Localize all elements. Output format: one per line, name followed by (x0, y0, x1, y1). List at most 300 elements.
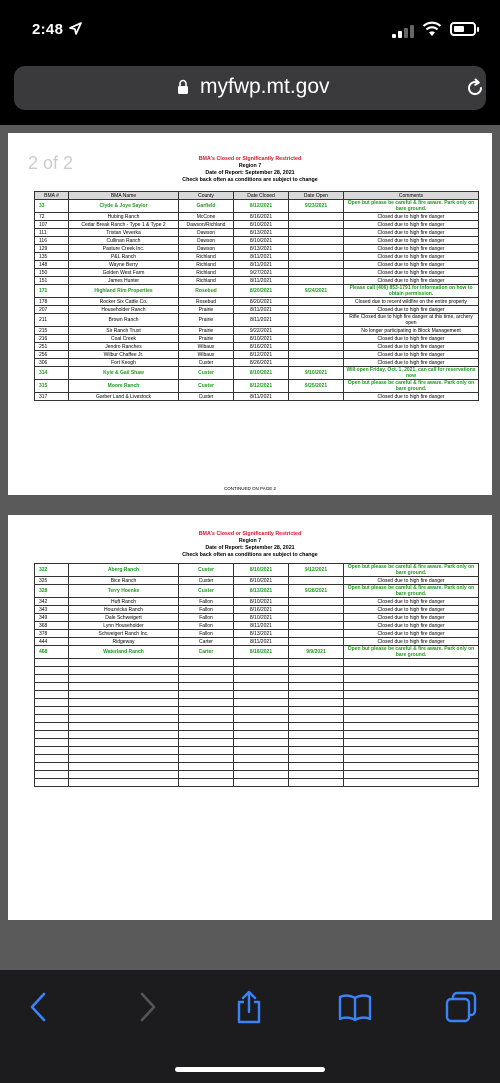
county-cell: Prairie (179, 314, 234, 327)
bma-name-cell: Householder Ranch (69, 306, 179, 314)
table-row (35, 245, 479, 253)
empty-cell (289, 747, 344, 755)
bma-name-cell: Rocker Six Cattle Co. (69, 298, 179, 306)
bookmarks-icon[interactable] (338, 990, 372, 1024)
bma-number-cell: 171 (35, 285, 69, 298)
empty-table-row (35, 763, 479, 771)
col-county: County (179, 192, 234, 200)
comment-cell: Rifle Closed due to high fire danger at this time, archery open (344, 314, 479, 327)
bma-number-cell: 378 (35, 630, 69, 638)
empty-cell (69, 739, 179, 747)
empty-cell (234, 779, 289, 787)
report-date: Date of Report: September 28, 2021 (205, 545, 295, 551)
comment-cell: Closed due to high fire danger (344, 269, 479, 277)
bma-number-cell: 215 (35, 327, 69, 335)
empty-table-row (35, 731, 479, 739)
bma-name-cell: Pasture Creek Inc. (69, 245, 179, 253)
bma-number-cell: 322 (35, 564, 69, 577)
comment-cell: Closed due to high fire danger (344, 245, 479, 253)
comment-cell: Will open Friday, Oct. 1, 2021, can call for reservations now (344, 367, 479, 380)
empty-cell (344, 747, 479, 755)
empty-cell (344, 699, 479, 707)
empty-cell (179, 667, 234, 675)
empty-cell (289, 779, 344, 787)
empty-cell (289, 707, 344, 715)
empty-cell (35, 691, 69, 699)
empty-cell (234, 755, 289, 763)
empty-cell (35, 755, 69, 763)
date-closed-cell: 8/16/2021 (234, 606, 289, 614)
empty-cell (234, 747, 289, 755)
date-open-cell: 9/25/2021 (289, 380, 344, 393)
bma-name-cell: Fort Keogh (69, 359, 179, 367)
bma-table-page-2 (34, 563, 479, 787)
date-closed-cell: 8/20/2021 (234, 285, 289, 298)
table-row (35, 614, 479, 622)
empty-table-row (35, 683, 479, 691)
empty-cell (69, 723, 179, 731)
empty-table-row (35, 723, 479, 731)
comment-cell: Closed due to high fire danger (344, 221, 479, 229)
empty-cell (179, 683, 234, 691)
empty-cell (289, 763, 344, 771)
bma-name-cell: Wayne Berry (69, 261, 179, 269)
date-open-cell (289, 253, 344, 261)
county-cell: Fallon (179, 630, 234, 638)
report-header (8, 156, 492, 184)
bma-name-cell: Bice Ranch (69, 577, 179, 585)
table-row (35, 598, 479, 606)
clock-text: 2:48 (32, 21, 64, 38)
county-cell: Custer (179, 380, 234, 393)
table-row (35, 306, 479, 314)
date-open-cell (289, 630, 344, 638)
empty-table-row (35, 659, 479, 667)
empty-cell (344, 763, 479, 771)
date-open-cell (289, 343, 344, 351)
county-cell: Rosebud (179, 298, 234, 306)
bma-number-cell: 129 (35, 245, 69, 253)
table-row (35, 646, 479, 659)
empty-cell (35, 779, 69, 787)
bma-number-cell: 150 (35, 269, 69, 277)
table-row (35, 351, 479, 359)
comment-cell: Closed due to high fire danger (344, 614, 479, 622)
report-title: BMA's Closed or Significantly Restricted (198, 531, 302, 537)
empty-cell (344, 691, 479, 699)
empty-cell (289, 723, 344, 731)
report-title: BMA's Closed or Significantly Restricted (198, 156, 302, 162)
bma-name-cell: Terry Hoenke (69, 585, 179, 598)
empty-cell (179, 723, 234, 731)
county-cell: Richland (179, 261, 234, 269)
table-row (35, 314, 479, 327)
bma-number-cell: 317 (35, 393, 69, 401)
table-row (35, 327, 479, 335)
empty-cell (35, 747, 69, 755)
table-row (35, 585, 479, 598)
reload-icon[interactable] (464, 77, 486, 99)
date-open-cell: 9/23/2021 (289, 200, 344, 213)
empty-cell (35, 731, 69, 739)
report-region: Region 7 (238, 163, 262, 169)
county-cell: Fallon (179, 614, 234, 622)
empty-cell (179, 779, 234, 787)
date-open-cell (289, 351, 344, 359)
county-cell: Richland (179, 253, 234, 261)
comment-cell: Closed due to high fire danger (344, 237, 479, 245)
county-cell: Rosebud (179, 285, 234, 298)
empty-cell (35, 723, 69, 731)
empty-cell (289, 683, 344, 691)
bma-number-cell: 256 (35, 351, 69, 359)
comment-cell: Closed due to high fire danger (344, 253, 479, 261)
date-open-cell (289, 327, 344, 335)
empty-cell (35, 739, 69, 747)
bma-number-cell: 349 (35, 614, 69, 622)
comment-cell: Closed due to high fire danger (344, 359, 479, 367)
comment-cell: Open but please be careful & fire aware. Park only on bare ground. (344, 646, 479, 659)
empty-cell (179, 747, 234, 755)
comment-cell: Closed due to high fire danger (344, 606, 479, 614)
empty-cell (344, 731, 479, 739)
empty-cell (69, 715, 179, 723)
county-cell: Custer (179, 585, 234, 598)
comment-cell: Open but please be careful & fire aware. Park only on bare ground. (344, 380, 479, 393)
table-row (35, 269, 479, 277)
bma-name-cell: Highland Rim Properties (69, 285, 179, 298)
bma-name-cell: Schweigert Ranch Inc. (69, 630, 179, 638)
comment-cell: Closed due to high fire danger (344, 335, 479, 343)
empty-cell (69, 771, 179, 779)
empty-table-row (35, 747, 479, 755)
bma-number-cell: 342 (35, 598, 69, 606)
bma-number-cell: 343 (35, 606, 69, 614)
bma-number-cell: 368 (35, 622, 69, 630)
county-cell: Prairie (179, 335, 234, 343)
empty-cell (289, 675, 344, 683)
table-row (35, 200, 479, 213)
table-row (35, 380, 479, 393)
county-cell: Dawson/Richland (179, 221, 234, 229)
empty-cell (234, 723, 289, 731)
bma-number-cell: 251 (35, 343, 69, 351)
date-open-cell (289, 577, 344, 585)
table-row (35, 393, 479, 401)
empty-cell (35, 699, 69, 707)
bma-number-cell: 111 (35, 229, 69, 237)
empty-cell (179, 675, 234, 683)
bma-table (34, 191, 479, 401)
status-bar (0, 0, 500, 62)
bma-name-cell: Lynn Householder (69, 622, 179, 630)
comment-cell: Open but please be careful & fire aware. Park only on bare ground. (344, 200, 479, 213)
bma-number-cell: 135 (35, 253, 69, 261)
date-open-cell (289, 638, 344, 646)
empty-cell (35, 771, 69, 779)
empty-cell (344, 771, 479, 779)
empty-cell (35, 659, 69, 667)
empty-cell (344, 683, 479, 691)
battery-icon (450, 22, 476, 36)
bma-name-cell: Ridgeway (69, 638, 179, 646)
empty-cell (234, 739, 289, 747)
empty-cell (234, 659, 289, 667)
bma-name-cell: Cedar Break Ranch - Type 1 & Type 2 (69, 221, 179, 229)
county-cell: Custer (179, 577, 234, 585)
empty-cell (289, 771, 344, 779)
bma-number-cell: 107 (35, 221, 69, 229)
empty-cell (344, 755, 479, 763)
county-cell: Richland (179, 277, 234, 285)
bma-number-cell: 315 (35, 380, 69, 393)
comment-cell: Closed due to recent wildfire on the entire property (344, 298, 479, 306)
table-row (35, 577, 479, 585)
empty-cell (179, 771, 234, 779)
comment-cell: Closed due to high fire danger (344, 213, 479, 221)
address-bar[interactable] (14, 66, 486, 110)
comment-cell: Open but please be careful & fire aware. Park only on bare ground. (344, 564, 479, 577)
comment-cell: Closed due to high fire danger (344, 343, 479, 351)
empty-cell (234, 763, 289, 771)
empty-cell (69, 731, 179, 739)
county-cell: Prairie (179, 306, 234, 314)
cellular-signal-icon (392, 24, 414, 38)
date-closed-cell: 8/13/2021 (234, 245, 289, 253)
county-cell: Custer (179, 564, 234, 577)
home-indicator (175, 1067, 325, 1072)
date-closed-cell: 8/11/2021 (234, 253, 289, 261)
date-closed-cell: 8/12/2021 (234, 351, 289, 359)
comment-cell: Closed due to high fire danger (344, 577, 479, 585)
table-row (35, 221, 479, 229)
empty-cell (289, 659, 344, 667)
empty-cell (179, 763, 234, 771)
pdf-viewer[interactable] (0, 125, 500, 970)
url-text[interactable]: myfwp.mt.gov (200, 75, 330, 98)
county-cell: Custer (179, 359, 234, 367)
empty-cell (69, 763, 179, 771)
date-closed-cell: 8/11/2021 (234, 314, 289, 327)
empty-cell (289, 715, 344, 723)
bma-number-cell: 314 (35, 367, 69, 380)
comment-cell: Closed due to high fire danger (344, 598, 479, 606)
date-open-cell: 9/28/2021 (289, 585, 344, 598)
date-open-cell: 9/10/2021 (289, 367, 344, 380)
pdf-page-2 (8, 515, 492, 920)
date-open-cell (289, 269, 344, 277)
date-open-cell (289, 314, 344, 327)
county-cell: Wibaux (179, 351, 234, 359)
table-row (35, 606, 479, 614)
date-closed-cell: 8/10/2021 (234, 564, 289, 577)
date-closed-cell: 8/11/2021 (234, 306, 289, 314)
empty-table-row (35, 699, 479, 707)
bma-name-cell: Clyde & Joye Saylor (69, 200, 179, 213)
empty-cell (344, 779, 479, 787)
date-open-cell (289, 277, 344, 285)
comment-cell: Closed due to high fire danger (344, 229, 479, 237)
date-open-cell (289, 335, 344, 343)
county-cell: Dawson (179, 245, 234, 253)
table-row (35, 638, 479, 646)
county-cell: McCone (179, 213, 234, 221)
comment-cell: Open but please be careful & fire aware. Park only on bare ground. (344, 585, 479, 598)
table-row (35, 237, 479, 245)
forward-chevron-icon[interactable] (130, 990, 164, 1024)
bma-number-cell: 444 (35, 638, 69, 646)
bma-name-cell: Jendro Ranches (69, 343, 179, 351)
table-header-row (35, 192, 479, 200)
table-row (35, 253, 479, 261)
bma-number-cell: 116 (35, 237, 69, 245)
date-open-cell (289, 393, 344, 401)
comment-cell: Closed due to high fire danger (344, 261, 479, 269)
table-row (35, 367, 479, 380)
bma-number-cell: 178 (35, 298, 69, 306)
col-bma-number: BMA # (35, 192, 69, 200)
date-closed-cell: 8/26/2021 (234, 359, 289, 367)
empty-cell (344, 723, 479, 731)
bma-number-cell: 72 (35, 213, 69, 221)
county-cell: Carter (179, 638, 234, 646)
bma-name-cell: Waterland Ranch (69, 646, 179, 659)
bma-name-cell: Moore Ranch (69, 380, 179, 393)
share-icon[interactable] (232, 990, 266, 1024)
tabs-icon[interactable] (444, 990, 478, 1024)
bma-name-cell: Huft Ranch (69, 598, 179, 606)
clock (32, 18, 82, 40)
empty-cell (69, 755, 179, 763)
date-closed-cell: 8/10/2021 (234, 367, 289, 380)
empty-cell (234, 683, 289, 691)
date-open-cell: 9/12/2021 (289, 564, 344, 577)
empty-cell (234, 715, 289, 723)
date-closed-cell: 8/10/2021 (234, 577, 289, 585)
bma-name-cell: Houzvicka Ranch (69, 606, 179, 614)
empty-cell (344, 707, 479, 715)
date-closed-cell: 8/11/2021 (234, 393, 289, 401)
county-cell: Carter (179, 646, 234, 659)
table-row (35, 261, 479, 269)
col-bma-name: BMA Name (69, 192, 179, 200)
empty-table-row (35, 707, 479, 715)
comment-cell: Closed due to high fire danger (344, 630, 479, 638)
bma-name-cell: Brown Ranch (69, 314, 179, 327)
back-chevron-icon[interactable] (22, 990, 56, 1024)
empty-cell (289, 755, 344, 763)
report-note: Check back often as conditions are subject to change (182, 177, 318, 183)
table-row (35, 277, 479, 285)
date-open-cell (289, 213, 344, 221)
county-cell: Richland (179, 269, 234, 277)
date-open-cell (289, 306, 344, 314)
date-open-cell (289, 606, 344, 614)
county-cell: Custer (179, 393, 234, 401)
empty-cell (234, 731, 289, 739)
bma-name-cell: Tristan Veverka (69, 229, 179, 237)
bma-name-cell: P&L Ranch (69, 253, 179, 261)
empty-table-row (35, 779, 479, 787)
wifi-icon (422, 20, 442, 38)
comment-cell: No longer participating in Block Management (344, 327, 479, 335)
bma-number-cell: 148 (35, 261, 69, 269)
date-closed-cell: 8/13/2021 (234, 229, 289, 237)
bma-name-cell: Dale Schweigert (69, 614, 179, 622)
empty-cell (289, 739, 344, 747)
empty-cell (69, 699, 179, 707)
table-row (35, 335, 479, 343)
table-row (35, 359, 479, 367)
county-cell: Fallon (179, 598, 234, 606)
county-cell: Garfield (179, 200, 234, 213)
date-closed-cell: 8/12/2021 (234, 200, 289, 213)
table-row (35, 343, 479, 351)
bma-name-cell: James Hunter (69, 277, 179, 285)
empty-cell (234, 707, 289, 715)
comment-cell: Please call (406) 853-1791 for information on how to obtain permission. (344, 285, 479, 298)
comment-cell: Closed due to high fire danger (344, 351, 479, 359)
empty-table-row (35, 755, 479, 763)
empty-cell (35, 707, 69, 715)
report-region: Region 7 (238, 538, 262, 544)
empty-cell (35, 667, 69, 675)
empty-cell (35, 683, 69, 691)
date-closed-cell: 9/27/2021 (234, 269, 289, 277)
bma-name-cell: Garber Land & Livestock (69, 393, 179, 401)
empty-cell (35, 763, 69, 771)
date-open-cell (289, 245, 344, 253)
empty-cell (69, 707, 179, 715)
county-cell: Dawson (179, 237, 234, 245)
empty-cell (179, 691, 234, 699)
col-comments: Comments (344, 192, 479, 200)
date-closed-cell: 8/10/2021 (234, 237, 289, 245)
bma-name-cell: Wilbur Chaffee Jr. (69, 351, 179, 359)
bma-number-cell: 216 (35, 335, 69, 343)
empty-table-row (35, 691, 479, 699)
empty-cell (69, 675, 179, 683)
date-closed-cell: 8/16/2021 (234, 343, 289, 351)
county-cell: Fallon (179, 622, 234, 630)
date-closed-cell: 8/20/2021 (234, 298, 289, 306)
date-open-cell: 9/9/2021 (289, 646, 344, 659)
empty-cell (179, 707, 234, 715)
date-open-cell (289, 237, 344, 245)
empty-cell (179, 659, 234, 667)
date-closed-cell: 8/11/2021 (234, 638, 289, 646)
empty-cell (234, 771, 289, 779)
comment-cell: Closed due to high fire danger (344, 638, 479, 646)
bma-number-cell: 325 (35, 577, 69, 585)
empty-table-row (35, 675, 479, 683)
county-cell: Custer (179, 367, 234, 380)
bma-number-cell: 207 (35, 306, 69, 314)
empty-cell (69, 667, 179, 675)
location-arrow-icon (69, 22, 82, 35)
empty-table-row (35, 739, 479, 747)
county-cell: Dawson (179, 229, 234, 237)
date-closed-cell: 8/11/2021 (234, 622, 289, 630)
empty-table-row (35, 771, 479, 779)
empty-cell (344, 667, 479, 675)
date-closed-cell: 8/13/2021 (234, 585, 289, 598)
table-row (35, 622, 479, 630)
browser-toolbar (0, 970, 500, 1083)
date-open-cell: 9/24/2021 (289, 285, 344, 298)
comment-cell: Closed due to high fire danger (344, 622, 479, 630)
date-closed-cell: 8/13/2021 (234, 630, 289, 638)
